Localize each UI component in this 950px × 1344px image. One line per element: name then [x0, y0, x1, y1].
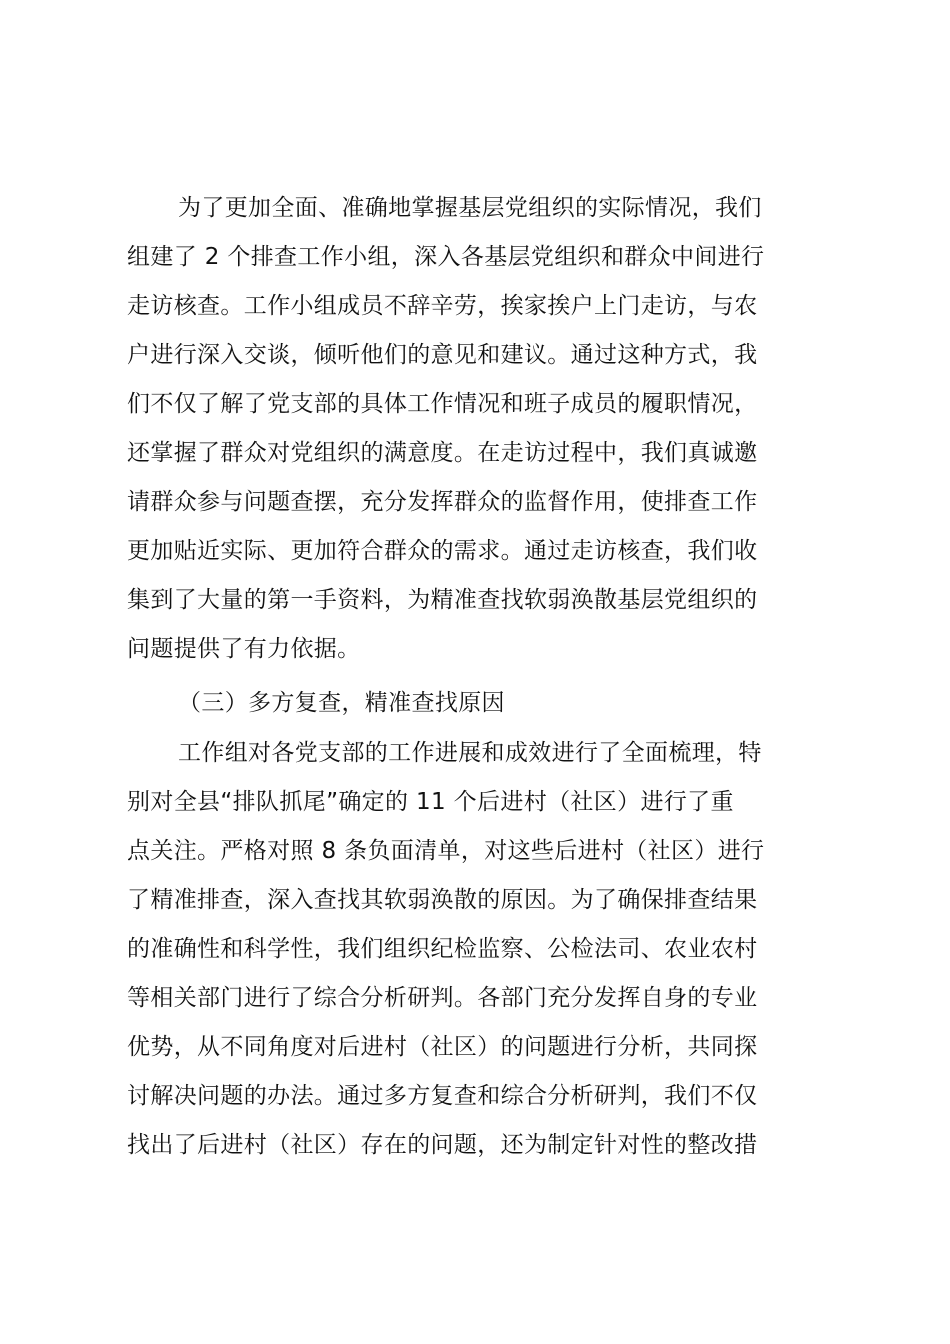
- paragraph-1-line-7: 请群众参与问题查摆，充分发挥群众的监督作用，使排查工作: [127, 489, 758, 515]
- paragraph-2-line-8: 讨解决问题的办法。通过多方复查和综合分析研判，我们不仅: [127, 1083, 758, 1109]
- paragraph-1-line-3: 走访核查。工作小组成员不辞辛劳，挨家挨户上门走访，与农: [127, 293, 758, 319]
- paragraph-1-line-10: 问题提供了有力依据。: [127, 636, 361, 662]
- paragraph-2-line-7: 优势，从不同角度对后进村（社区）的问题进行分析，共同探: [127, 1034, 758, 1060]
- paragraph-2-line-3: 点关注。严格对照 8 条负面清单，对这些后进村（社区）进行: [127, 838, 765, 864]
- paragraph-1-line-2: 组建了 2 个排查工作小组，深入各基层党组织和群众中间进行: [127, 244, 765, 270]
- paragraph-1-line-4: 户进行深入交谈，倾听他们的意见和建议。通过这种方式，我: [127, 342, 758, 368]
- paragraph-1-line-9: 集到了大量的第一手资料，为精准查找软弱涣散基层党组织的: [127, 587, 758, 613]
- paragraph-2-line-1: 工作组对各党支部的工作进展和成效进行了全面梳理，特: [178, 740, 762, 766]
- paragraph-1-line-5: 们不仅了解了党支部的具体工作情况和班子成员的履职情况，: [127, 391, 758, 417]
- section-heading: （三）多方复查，精准查找原因: [178, 690, 505, 716]
- paragraph-2-line-9: 找出了后进村（社区）存在的问题，还为制定针对性的整改措: [127, 1132, 758, 1158]
- paragraph-1-line-6: 还掌握了群众对党组织的满意度。在走访过程中，我们真诚邀: [127, 440, 758, 466]
- paragraph-1-line-1: 为了更加全面、准确地掌握基层党组织的实际情况，我们: [178, 195, 762, 221]
- paragraph-2-line-2: 别对全县“排队抓尾”确定的 11 个后进村（社区）进行了重: [127, 789, 734, 815]
- paragraph-1-line-8: 更加贴近实际、更加符合群众的需求。通过走访核查，我们收: [127, 538, 758, 564]
- paragraph-2-line-6: 等相关部门进行了综合分析研判。各部门充分发挥自身的专业: [127, 985, 758, 1011]
- paragraph-2-line-4: 了精准排查，深入查找其软弱涣散的原因。为了确保排查结果: [127, 887, 758, 913]
- paragraph-2-line-5: 的准确性和科学性，我们组织纪检监察、公检法司、农业农村: [127, 936, 758, 962]
